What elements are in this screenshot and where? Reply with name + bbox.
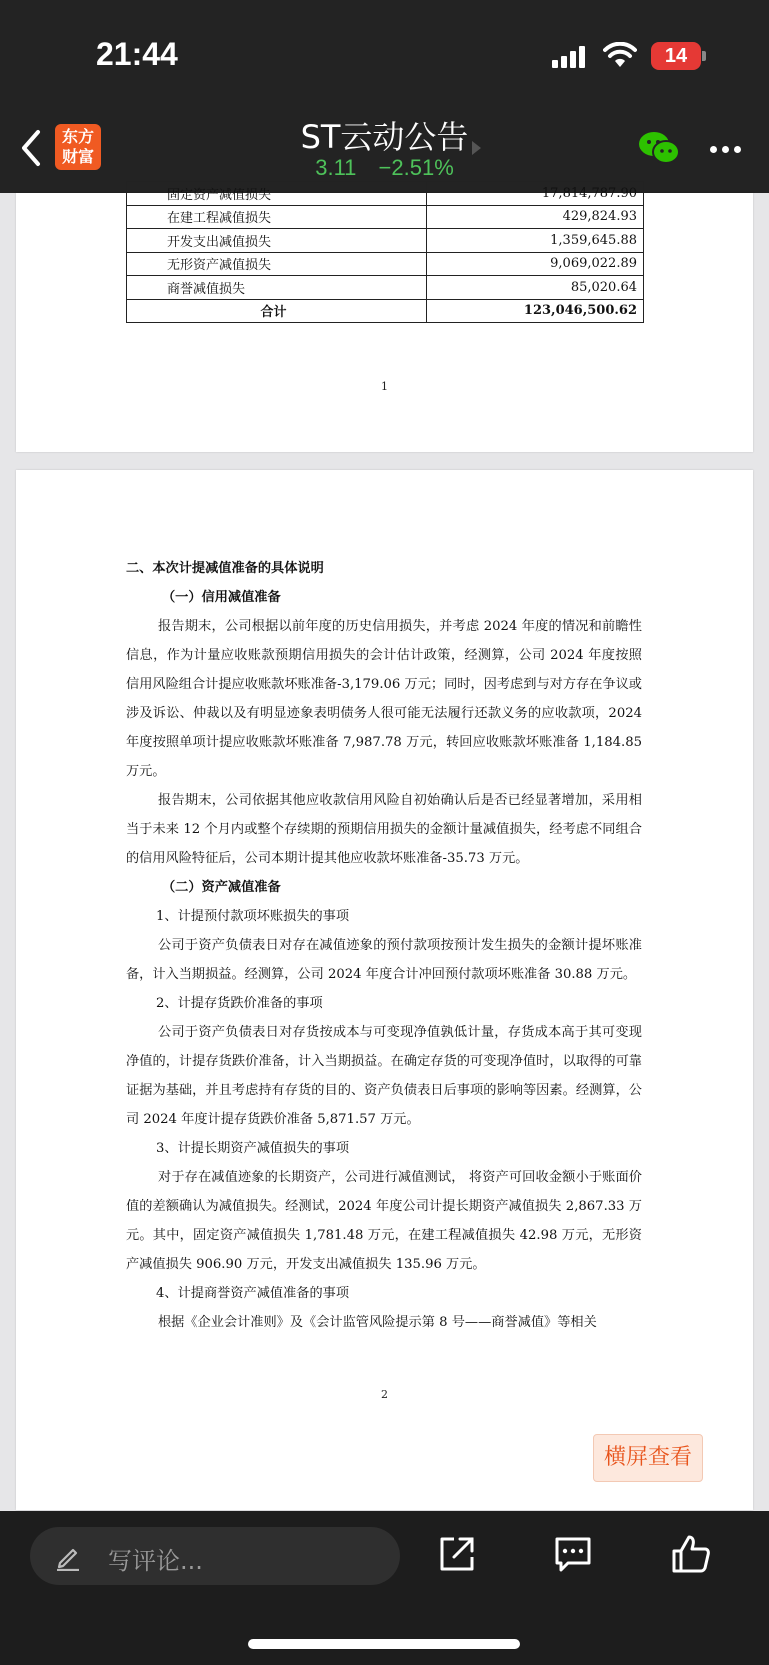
top-bar — [0, 0, 769, 193]
row-amount: 17,814,787.90 — [427, 182, 644, 206]
row-label: 开发支出减值损失 — [127, 229, 427, 253]
subsection-asset-title: （二）资产减值准备 — [162, 880, 281, 895]
logo-line-1: 东方 — [61, 127, 94, 146]
signal-icon — [552, 46, 588, 68]
paragraph: 报告期末，公司根据以前年度的历史信用损失，并考虑 2024 年度的情况和前瞻性信息，作为计量应收账款预期信用损失的会计估计政策，经测算，公司 2024 年度按照信用风险组合计提应收账款坏账准备-3,179.06 万元；同时，因考虑到与对方存在争议或涉及诉讼、仲裁以及有明显迹象表明债务人很可能无法履行还款义务的应收款项，2024 年度按照单项计提应收账款坏账准备 7,987.78 万元，转回应收账款坏账准备 1,184.85 万元。 — [126, 619, 642, 779]
like-icon[interactable] — [670, 1533, 712, 1575]
row-amount: 9,069,022.89 — [427, 252, 644, 276]
total-label: 合计 — [127, 299, 427, 323]
item-title: 4、计提商誉资产减值准备的事项 — [156, 1286, 350, 1301]
wifi-icon — [603, 42, 637, 68]
impairment-table — [126, 181, 644, 323]
paragraph: 公司于资产负债表日对存货按成本与可变现净值孰低计量，存货成本高于其可变现净值的，计提存货跌价准备，计入当期损益。在确定存货的可变现净值时，以取得的可靠证据为基础，并且考虑持有存货的目的、资产负债表日后事项的影响等因素。经测算，公司 2024 年度计提存货跌价准备 5,871.57 万元。 — [126, 1025, 642, 1127]
quote-arrow-icon[interactable] — [472, 141, 481, 155]
more-icon[interactable] — [710, 138, 748, 158]
paragraph: 对于存在减值迹象的长期资产，公司进行减值测试， 将资产可回收金额小于账面价值的差额确认为减值损失。经测试，2024 年度公司计提长期资产减值损失 2,867.33 万元。其中，固定资产减值损失 1,781.48 万元，在建工程减值损失 42.98 万元，无形资产减值损失 906.90 万元，开发支出减值损失 135.96 万元。 — [126, 1170, 642, 1272]
landscape-view-button[interactable]: 横屏查看 — [593, 1434, 703, 1482]
status-time: 21:44 — [96, 36, 178, 72]
subsection-credit-title: （一）信用减值准备 — [162, 590, 281, 605]
battery-cap — [702, 51, 706, 61]
page-number: 1 — [381, 380, 388, 393]
table-total-row — [127, 299, 644, 323]
document-page-1 — [16, 185, 753, 452]
comment-placeholder: 写评论... — [108, 1547, 203, 1575]
item-title: 2、计提存货跌价准备的事项 — [156, 996, 323, 1011]
paragraph: 报告期末，公司依据其他应收款信用风险自初始确认后是否已经显著增加，采用相当于未来 12 个月内或整个存续期的预期信用损失的金额计量减值损失，经考虑不同组合的信用风险特征后，公司本期计提其他应收款坏账准备-35.73 万元。 — [126, 793, 642, 866]
row-label: 商誉减值损失 — [127, 276, 427, 300]
pencil-icon — [54, 1543, 82, 1571]
page-title: ST云动公告 — [300, 118, 469, 156]
comments-icon[interactable] — [552, 1533, 594, 1575]
row-amount: 1,359,645.88 — [427, 229, 644, 253]
paragraph: 公司于资产负债表日对存在减值迹象的预付款项按预计发生损失的金额计提坏账准备，计入当期损益。经测算，公司 2024 年度合计冲回预付款项坏账准备 30.88 万元。 — [126, 938, 642, 982]
row-label: 固定资产减值损失 — [127, 182, 427, 206]
table-row — [127, 182, 644, 206]
comment-input[interactable] — [30, 1527, 400, 1585]
paragraph: 根据《企业会计准则》及《会计监管风险提示第 8 号——商誉减值》等相关 — [158, 1315, 597, 1330]
stock-price: 3.11 — [315, 155, 357, 180]
stock-change: −2.51% — [378, 155, 454, 180]
document-body — [126, 554, 642, 1337]
section-heading: 二、本次计提减值准备的具体说明 — [126, 561, 324, 576]
table-row — [127, 229, 644, 253]
document-page-2 — [16, 470, 753, 1510]
table-row — [127, 276, 644, 300]
battery-indicator: 14 — [651, 42, 701, 70]
table-row — [127, 252, 644, 276]
table-row — [127, 205, 644, 229]
row-amount: 429,824.93 — [427, 205, 644, 229]
item-title: 1、计提预付款项坏账损失的事项 — [156, 909, 350, 924]
item-title: 3、计提长期资产减值损失的事项 — [156, 1141, 350, 1156]
row-amount: 85,020.64 — [427, 276, 644, 300]
total-amount: 123,046,500.62 — [427, 299, 644, 323]
bottom-bar — [0, 1511, 769, 1665]
logo-line-2: 财富 — [61, 147, 94, 166]
page-number: 2 — [381, 1388, 388, 1401]
home-indicator — [248, 1639, 520, 1649]
share-icon[interactable] — [436, 1533, 478, 1575]
row-label: 在建工程减值损失 — [127, 205, 427, 229]
wechat-share-icon[interactable] — [638, 130, 680, 166]
row-label: 无形资产减值损失 — [127, 252, 427, 276]
